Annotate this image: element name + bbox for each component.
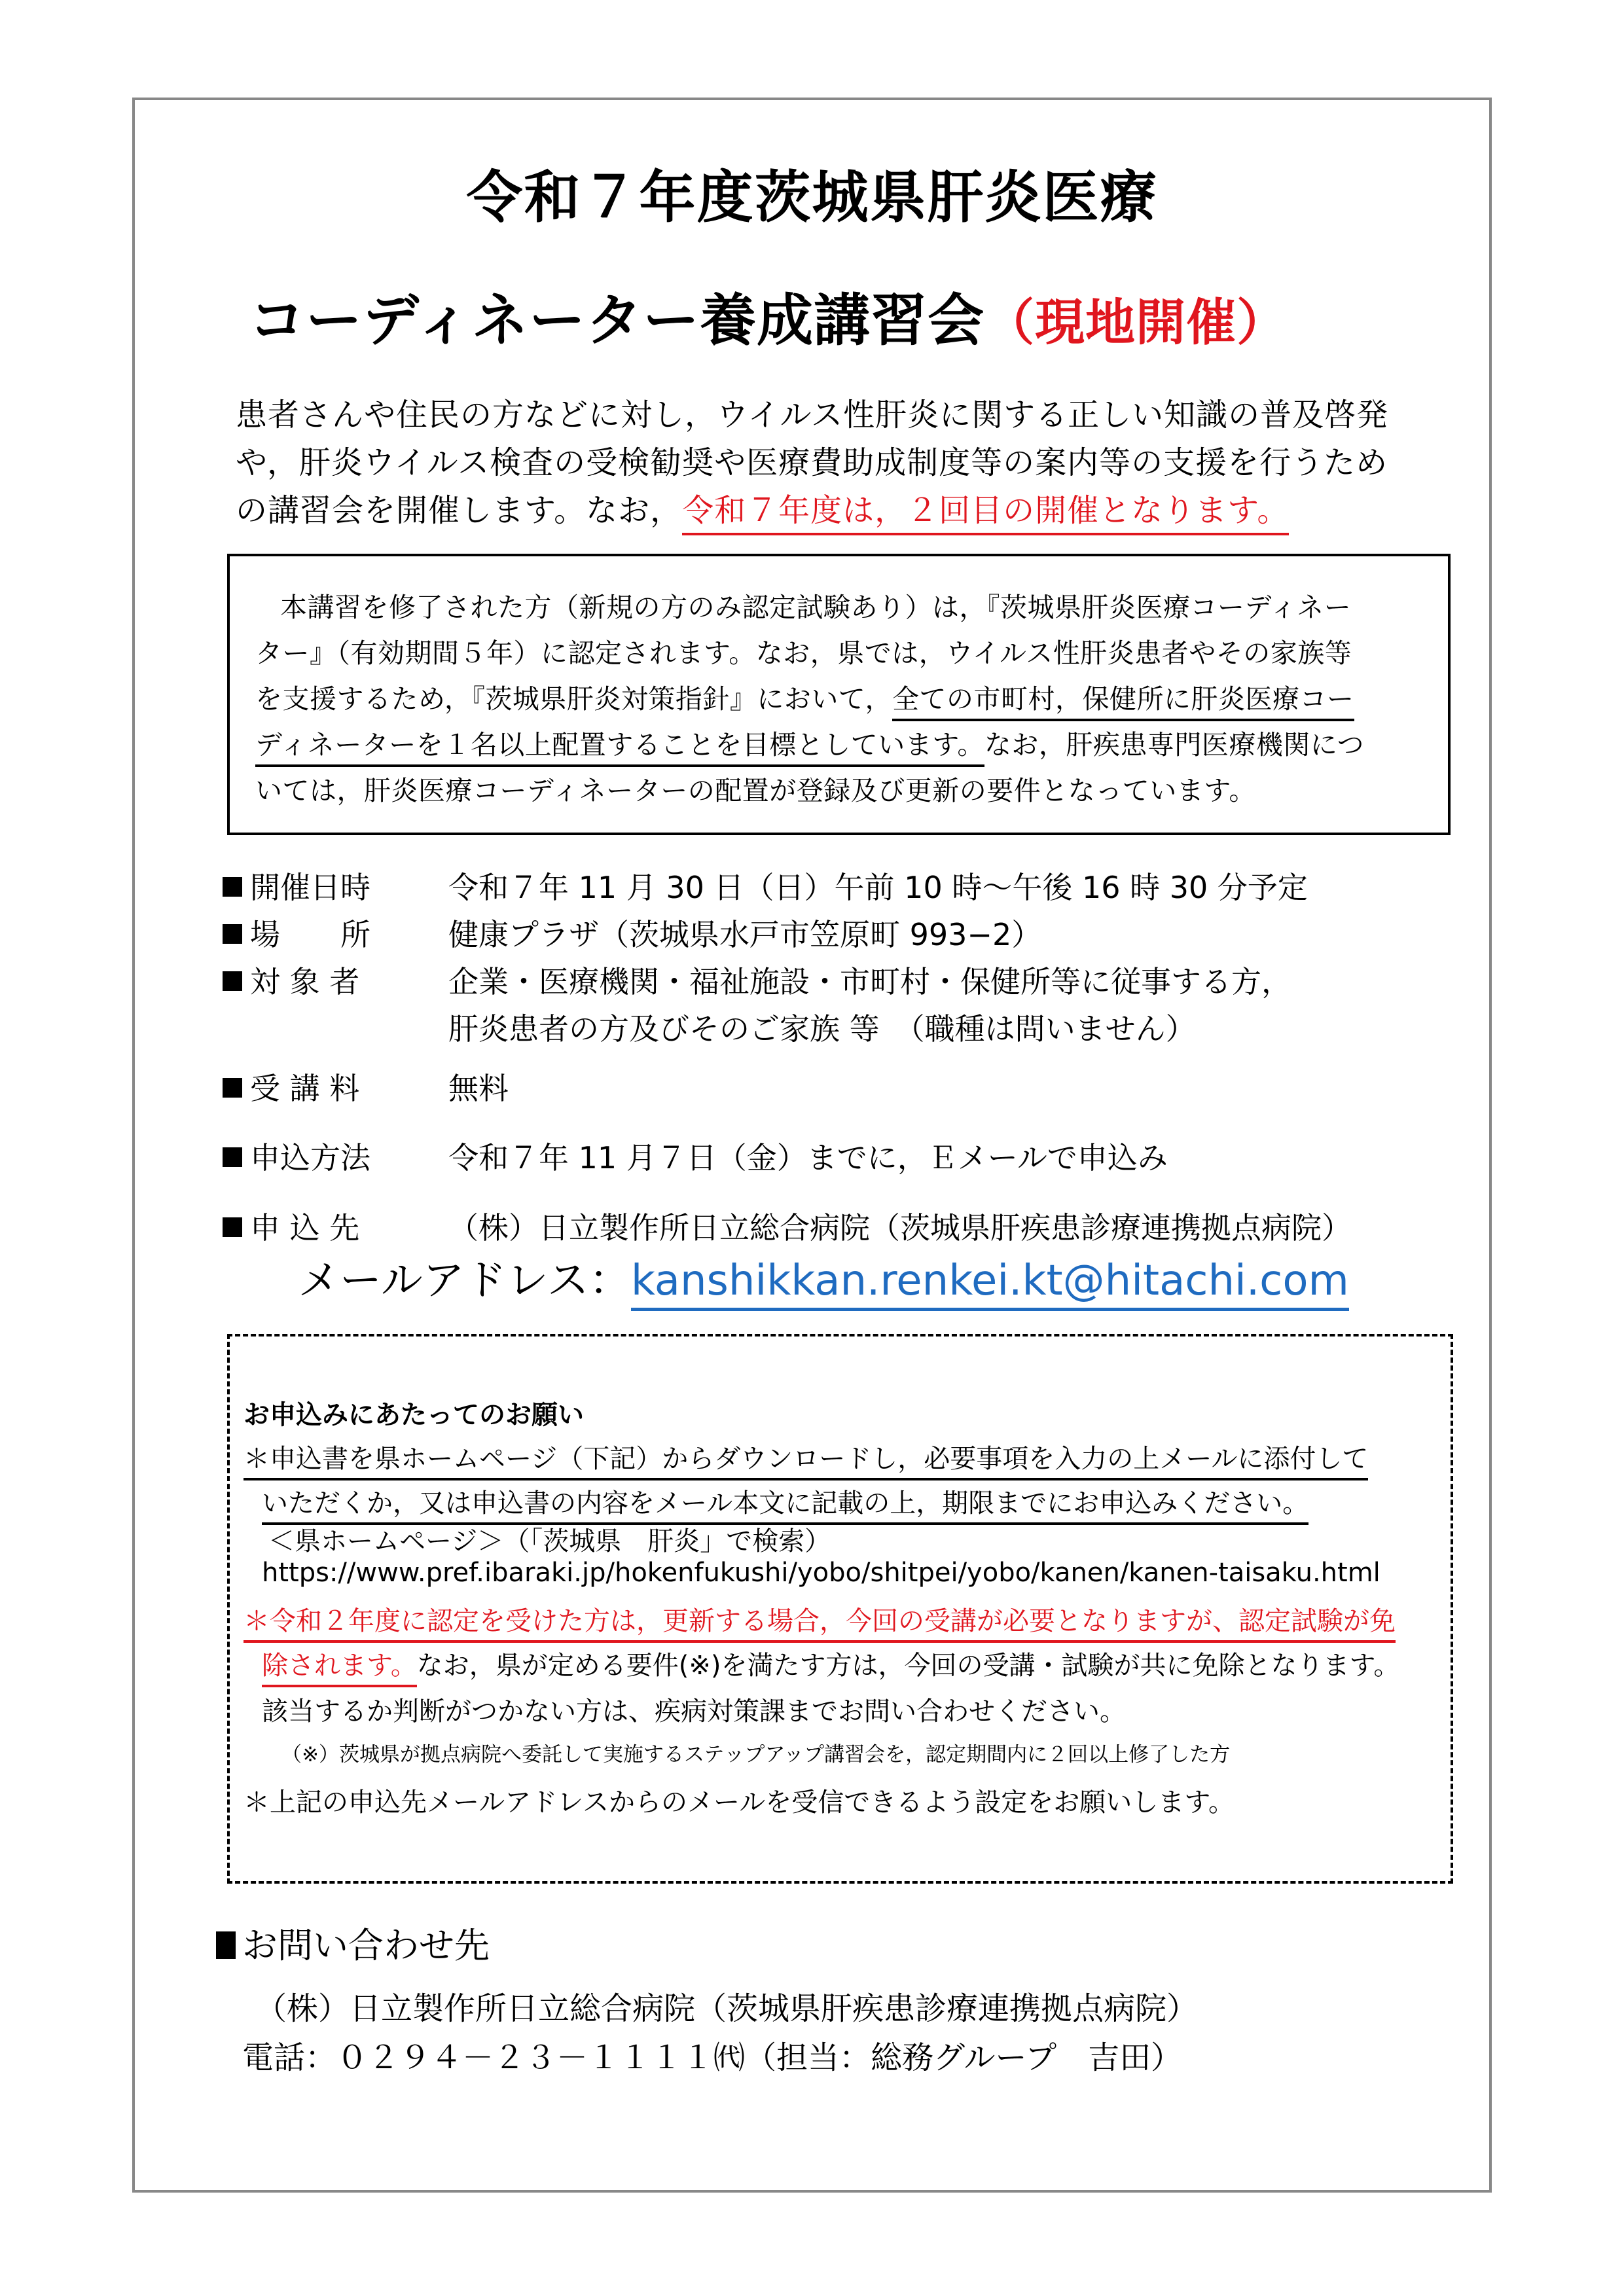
detail-label: 開催日時 — [223, 864, 448, 907]
detail-label: 申 込 先 — [223, 1204, 448, 1247]
onsite-badge: （現地開催） — [984, 293, 1288, 351]
homepage-url[interactable]: https://www.pref.ibaraki.jp/hokenfukushi/yobo/shitpei/yobo/kanen/kanen-taisaku.html — [262, 1558, 1380, 1588]
detail-application-method — [223, 1134, 1168, 1177]
detail-venue — [223, 911, 1041, 954]
detail-value: 企業・医療機関・福祉施設・市町村・保健所等に従事する方， — [448, 964, 1291, 999]
detail-value: 令和７年 11 月７日（金）までに，Ｅメールで申込み — [448, 1140, 1168, 1175]
square-bullet-icon — [223, 1147, 242, 1167]
detail-label: 場 所 — [223, 911, 448, 954]
detail-fee — [223, 1065, 509, 1108]
email-link[interactable]: kanshikkan.renkei.kt@hitachi.com — [631, 1257, 1349, 1311]
intro-line-1: 患者さんや住民の方などに対し，ウイルス性肝炎に関する正しい知識の普及啓発 — [236, 397, 1389, 433]
info-line-4 — [255, 723, 1364, 762]
request-item-2-line-2: 除されます。なお，県が定める要件(※)を満たす方は，今回の受講・試験が共に免除となります。 — [262, 1645, 1399, 1682]
title-line-1: 令和７年度茨城県肝炎医療 — [466, 165, 1158, 230]
square-bullet-icon — [223, 1217, 242, 1237]
title-course-name: コーディネーター養成講習会 — [249, 288, 985, 353]
detail-value: 健康プラザ（茨城県水戸市笠原町 993−2） — [448, 917, 1042, 952]
info-goal-underlined-2: ディネーターを１名以上配置することを目標としています。 — [255, 729, 984, 767]
square-bullet-icon — [223, 1078, 242, 1098]
detail-datetime — [223, 864, 1308, 907]
intro-line-3 — [236, 485, 1289, 530]
info-line-5: いては，肝炎医療コーディネーターの配置が登録及び更新の要件となっています。 — [255, 775, 1256, 806]
homepage-label: ＜県ホームページ＞（「茨城県 肝炎」で検索） — [268, 1526, 831, 1556]
detail-label: 対 象 者 — [223, 958, 448, 1001]
requests-title: お申込みにあたってのお願い — [244, 1400, 584, 1430]
info-line-2: ター』（有効期間５年）に認定されます。なお，県では，ウイルス性肝炎患者やその家族等 — [255, 637, 1352, 669]
detail-target — [223, 958, 1291, 1001]
info-goal-underlined-1: 全ての市町村，保健所に肝炎医療コー — [892, 683, 1354, 721]
contact-heading: お問い合わせ先 — [216, 1918, 490, 1968]
intro-highlight: 令和７年度は，２回目の開催となります。 — [682, 492, 1289, 535]
request-item-1-line-1: ＊申込書を県ホームページ（下記）からダウンロードし，必要事項を入力の上メールに添付して — [244, 1438, 1368, 1475]
email-label: メールアドレス： — [298, 1257, 631, 1305]
requirement-note: （※）茨城県が拠点病院へ委託して実施するステップアップ講習会を，認定期間内に２回以上修了した方 — [281, 1743, 1231, 1767]
info-line-3 — [255, 677, 1354, 716]
request-item-3: ＊上記の申込先メールアドレスからのメールを受信できるよう設定をお願いします。 — [244, 1787, 1235, 1818]
detail-application-to — [223, 1204, 1352, 1247]
contact-organization: （株）日立製作所日立総合病院（茨城県肝疾患診療連携拠点病院） — [255, 1990, 1199, 2027]
detail-target-line-2: 肝炎患者の方及びそのご家族 等 （職種は問いません） — [448, 1011, 1196, 1047]
detail-label: 申込方法 — [223, 1134, 448, 1177]
detail-label: 受 講 料 — [223, 1065, 448, 1108]
square-bullet-icon — [223, 924, 242, 944]
exemption-highlight: 除されます。 — [262, 1651, 417, 1687]
detail-value: 令和７年 11 月 30 日（日）午前 10 時～午後 16 時 30 分予定 — [448, 870, 1308, 905]
square-bullet-icon — [223, 971, 242, 991]
info-line-1: 本講習を修了された方（新規の方のみ認定試験あり）は，『茨城県肝炎医療コーディネー — [280, 592, 1352, 623]
intro-line-3-text: の講習会を開催します。なお， — [236, 492, 683, 529]
info-line-4-text: なお，肝疾患専門医療機関につ — [984, 729, 1365, 761]
request-item-2-line-1: ＊令和２年度に認定を受けた方は，更新する場合，今回の受講が必要となりますが、認定試験が免 — [244, 1600, 1396, 1638]
request-item-2-line-3: 該当するか判断がつかない方は、疾病対策課までお問い合わせください。 — [262, 1696, 1126, 1727]
contact-phone: 電話：０２９４－２３－１１１１㈹（担当：総務グループ 吉田） — [242, 2039, 1183, 2076]
detail-value: （株）日立製作所日立総合病院（茨城県肝疾患診療連携拠点病院） — [448, 1210, 1352, 1246]
info-line-3-text: を支援するため，『茨城県肝炎対策指針』において， — [255, 683, 893, 715]
email-row — [298, 1247, 1349, 1307]
request-item-1-line-2: いただくか，又は申込書の内容をメール本文に記載の上，期限までにお申込みください。 — [262, 1482, 1308, 1520]
square-bullet-icon — [216, 1931, 236, 1959]
title-line-2 — [249, 275, 1287, 356]
intro-line-2: や，肝炎ウイルス検査の受検勧奨や医療費助成制度等の案内等の支援を行うため — [236, 444, 1388, 481]
square-bullet-icon — [223, 877, 242, 897]
detail-value: 無料 — [448, 1071, 509, 1106]
